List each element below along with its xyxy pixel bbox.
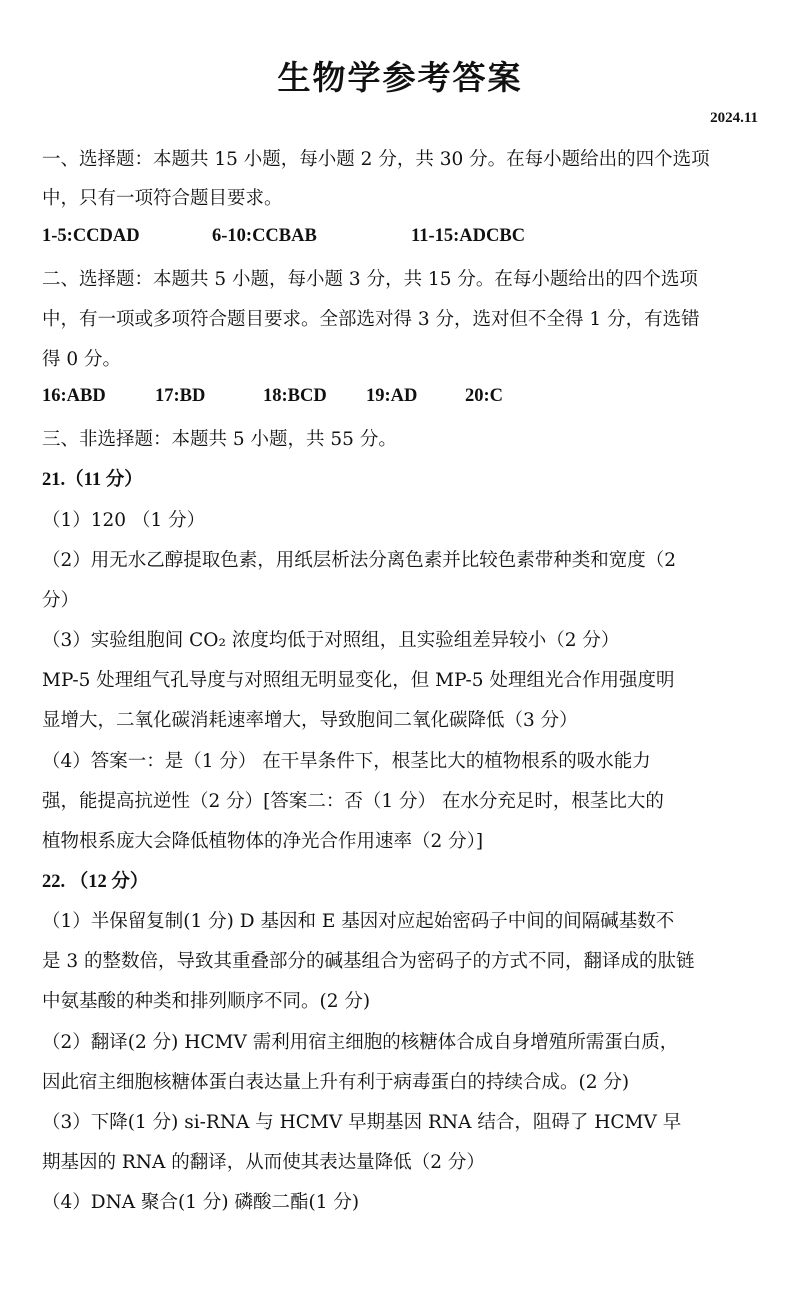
section-3-heading: 三、非选择题：本题共 5 小题，共 55 分。	[42, 429, 397, 450]
answer-group: 1-5:CCDAD	[42, 226, 140, 246]
q21-part-3-cont: MP-5 处理组气孔导度与对照组无明显变化，但 MP-5 处理组光合作用强度明	[42, 670, 675, 691]
answers-1-15	[42, 225, 525, 247]
answer-group: 19:AD	[366, 386, 418, 406]
q22-part-2: （2）翻译(2 分) HCMV 需利用宿主细胞的核糖体合成自身增殖所需蛋白质，	[42, 1032, 679, 1053]
q22-part-3: （3）下降(1 分) si-RNA 与 HCMV 早期基因 RNA 结合，阻碍了 HCMV 早	[42, 1112, 682, 1133]
q21-part-1: （1）120 （1 分）	[42, 510, 206, 531]
section-2-heading: 二、选择题：本题共 5 小题，每小题 3 分，共 15 分。在每小题给出的四个选项	[42, 269, 698, 290]
q21-part-2-cont: 分）	[42, 590, 80, 611]
q22-part-2-cont: 因此宿主细胞核糖体蛋白表达量上升有利于病毒蛋白的持续合成。(2 分)	[42, 1072, 630, 1093]
q22-part-1-cont: 是 3 的整数倍，导致其重叠部分的碱基组合为密码子的方式不同，翻译成的肽链	[42, 951, 695, 972]
q22-part-4: （4）DNA 聚合(1 分) 磷酸二酯(1 分)	[42, 1192, 360, 1213]
q21-part-4-cont: 强，能提高抗逆性（2 分）[答案二：否（1 分） 在水分充足时，根茎比大的	[42, 791, 664, 812]
q21-part-4: （4）答案一：是（1 分） 在干旱条件下，根茎比大的植物根系的吸水能力	[42, 751, 651, 772]
date-label: 2024.11	[710, 110, 758, 126]
answer-group: 6-10:CCBAB	[212, 226, 317, 246]
answer-group: 16:ABD	[42, 386, 106, 406]
q21-part-3-cont2: 显增大，二氧化碳消耗速率增大，导致胞间二氧化碳降低（3 分）	[42, 710, 578, 731]
q21-part-2: （2）用无水乙醇提取色素，用纸层析法分离色素并比较色素带种类和宽度（2	[42, 550, 677, 571]
answer-group: 11-15:ADCBC	[411, 226, 526, 246]
q21-part-3: （3）实验组胞间 CO₂ 浓度均低于对照组，且实验组差异较小（2 分）	[42, 630, 620, 651]
q21-part-4-cont2: 植物根系庞大会降低植物体的净光合作用速率（2 分）]	[42, 831, 484, 852]
q22-part-1-cont2: 中氨基酸的种类和排列顺序不同。(2 分)	[42, 991, 371, 1012]
section-1-heading: 一、选择题：本题共 15 小题，每小题 2 分，共 30 分。在每小题给出的四个选项	[42, 149, 710, 170]
q22-part-3-cont: 期基因的 RNA 的翻译，从而使其表达量降低（2 分）	[42, 1152, 485, 1173]
answer-group: 18:BCD	[263, 386, 327, 406]
q22-part-1: （1）半保留复制(1 分) D 基因和 E 基因对应起始密码子中间的间隔碱基数不	[42, 911, 675, 932]
answer-group: 17:BD	[155, 386, 206, 406]
question-22-heading: 22. （12 分）	[42, 872, 149, 892]
section-1-heading-cont: 中，只有一项符合题目要求。	[42, 188, 283, 209]
page-title: 生物学参考答案	[277, 58, 523, 97]
section-2-heading-cont: 中，有一项或多项符合题目要求。全部选对得 3 分，选对但不全得 1 分，有选错	[42, 309, 700, 330]
section-2-heading-cont2: 得 0 分。	[42, 349, 122, 370]
answers-16-20	[42, 385, 503, 407]
question-21-heading: 21.（11 分）	[42, 470, 143, 490]
answer-group: 20:C	[465, 386, 504, 406]
